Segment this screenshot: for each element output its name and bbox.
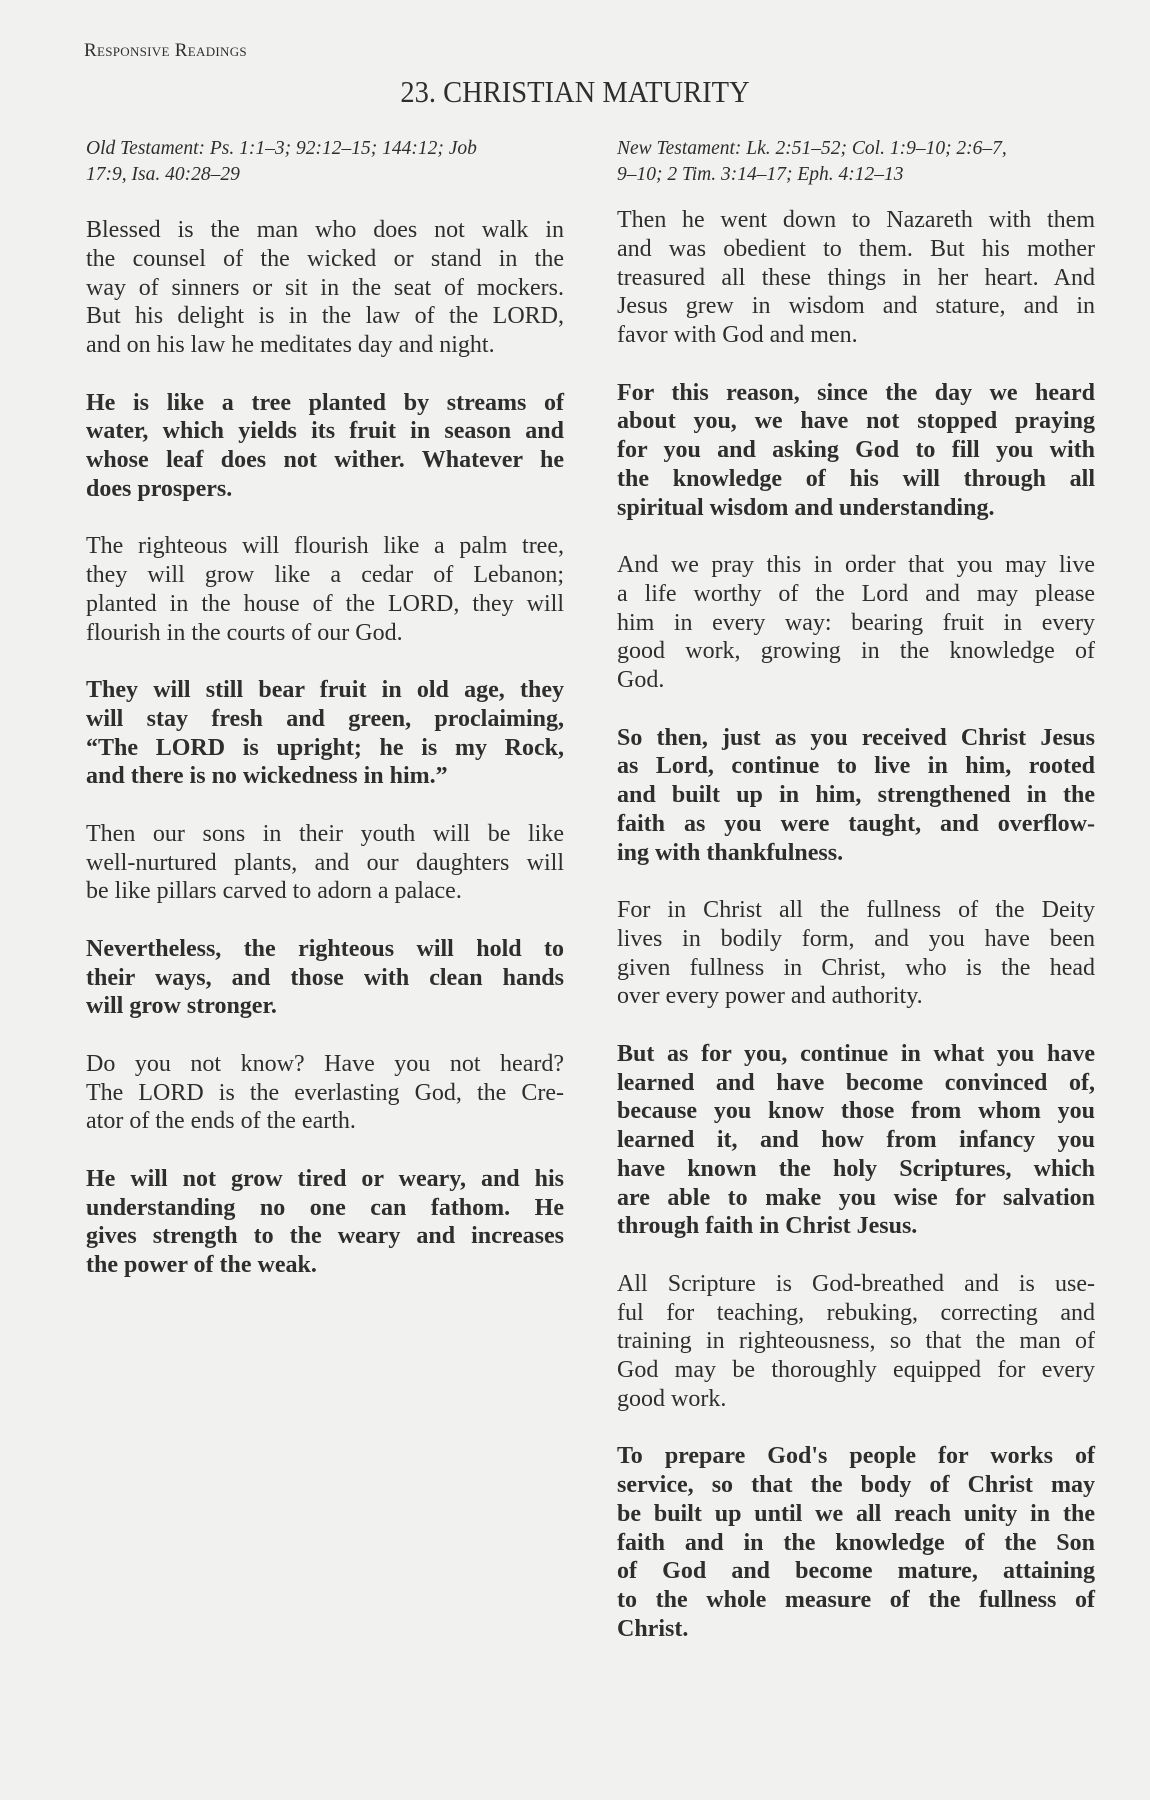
reading-line: of God and become mature, attaining (617, 1558, 1095, 1585)
reading-line: For this reason, since the day we heard (617, 379, 1095, 406)
reading-line: and built up in him, strengthened in the (617, 782, 1095, 808)
reading-line: as Lord, continue to live in him, rooted (617, 753, 1095, 780)
reading-line: ing with thankfulness. (617, 839, 844, 866)
reading-line: The righteous will flourish like a palm tree, (86, 533, 564, 560)
reading-line: the counsel of the wicked or stand in the (86, 245, 564, 272)
reading-line: learned and have become convinced of, (617, 1069, 1095, 1096)
reading-line: him in every way: bearing fruit in every (617, 609, 1095, 636)
reading-line: faith and in the knowledge of the Son (617, 1529, 1095, 1556)
reading-line: their ways, and those with clean hands (86, 964, 564, 991)
reading-line: All Scripture is God-breathed and is use- (617, 1270, 1095, 1297)
reading-line: well-nurtured plants, and our daughters will (86, 849, 564, 876)
reading-line: Blessed is the man who does not walk in (86, 217, 564, 243)
reading-line: Do you not know? Have you not heard? (86, 1050, 564, 1077)
leader-reading (86, 532, 564, 647)
reading-line: service, so that the body of Christ may (617, 1472, 1095, 1498)
reading-line: over every power and authority. (617, 983, 923, 1010)
reading-line: Then he went down to Nazareth with them (617, 207, 1095, 233)
reading-line: and on his law he meditates day and night. (86, 332, 495, 358)
reference-line: Old Testament: Ps. 1:1–3; 92:12–15; 144:12; Job (86, 138, 477, 159)
reading-line: The LORD is the everlasting God, the Cre- (86, 1079, 564, 1106)
reading-line: and was obedient to them. But his mother (617, 235, 1095, 262)
reading-line: gives strength to the weary and increases (86, 1223, 564, 1250)
reading-line: God. (617, 667, 665, 693)
reading-line: and there is no wickedness in him.” (86, 763, 448, 790)
reading-line: good work. (617, 1385, 727, 1412)
reading-line: to the whole measure of the fullness of (617, 1587, 1095, 1613)
congregation-response (617, 724, 1095, 868)
reading-line: treasured all these things in her heart. And (617, 264, 1095, 291)
new-testament-column (617, 206, 1095, 1644)
reading-line: He will not grow tired or weary, and his (86, 1165, 564, 1192)
reading-line: But as for you, continue in what you have (617, 1040, 1095, 1067)
leader-reading (617, 551, 1095, 695)
reading-line: Christ. (617, 1615, 689, 1642)
new-testament-references (617, 136, 1095, 188)
congregation-response (86, 389, 564, 504)
reading-line: ful for teaching, rebuking, correcting and (617, 1299, 1095, 1326)
leader-reading (617, 206, 1095, 350)
reading-line: Jesus grew in wisdom and stature, and in (617, 293, 1095, 320)
old-testament-column (86, 216, 564, 1280)
reading-line: God may be thoroughly equipped for every (617, 1357, 1095, 1383)
reading-line: flourish in the courts of our God. (86, 619, 403, 646)
reading-line: lives in bodily form, and you have been (617, 925, 1095, 952)
reading-line: be like pillars carved to adorn a palace. (86, 878, 462, 905)
reference-line: New Testament: Lk. 2:51–52; Col. 1:9–10; 2:6–7, (617, 138, 1007, 159)
reading-line: through faith in Christ Jesus. (617, 1213, 918, 1240)
reading-line: favor with God and men. (617, 322, 858, 348)
reading-line: does prospers. (86, 475, 233, 502)
congregation-response (617, 1040, 1095, 1241)
reading-line: whose leaf does not wither. Whatever he (86, 447, 564, 473)
congregation-response (86, 935, 564, 1021)
reading-line: for you and asking God to fill you with (617, 437, 1095, 463)
reference-line: 17:9, Isa. 40:28–29 (86, 164, 240, 185)
old-testament-references (86, 136, 564, 188)
reading-line: He is like a tree planted by streams of (86, 389, 564, 416)
reading-line: Then our sons in their youth will be like (86, 820, 564, 847)
reading-line: way of sinners or sit in the seat of mockers. (86, 274, 564, 301)
reading-line: learned it, and how from infancy you (617, 1127, 1095, 1153)
reading-line: they will grow like a cedar of Lebanon; (86, 562, 564, 588)
reading-line: So then, just as you received Christ Jesus (617, 724, 1095, 751)
leader-reading (617, 896, 1095, 1011)
reading-line: will grow stronger. (86, 993, 277, 1020)
reading-line: “The LORD is upright; he is my Rock, (86, 734, 564, 761)
reading-line: be built up until we all reach unity in the (617, 1500, 1095, 1527)
congregation-response (617, 1442, 1095, 1643)
reading-line: are able to make you wise for salvation (617, 1184, 1095, 1211)
reading-line: a life worthy of the Lord and may please (617, 580, 1095, 607)
reading-line: Nevertheless, the righteous will hold to (86, 935, 564, 962)
reading-line: about you, we have not stopped praying (617, 408, 1095, 435)
congregation-response (86, 676, 564, 791)
reference-line: 9–10; 2 Tim. 3:14–17; Eph. 4:12–13 (617, 164, 904, 185)
reading-line: will stay fresh and green, proclaiming, (86, 705, 564, 732)
congregation-response (86, 1165, 564, 1280)
reading-line: But his delight is in the law of the LORD, (86, 303, 564, 330)
congregation-response (617, 379, 1095, 523)
reading-line: the power of the weak. (86, 1252, 317, 1278)
reading-line: ator of the ends of the earth. (86, 1108, 356, 1135)
reading-line: They will still bear fruit in old age, they (86, 677, 564, 703)
reading-line: And we pray this in order that you may live (617, 552, 1095, 578)
reading-line: because you know those from whom you (617, 1098, 1095, 1125)
reading-line: training in righteousness, so that the man of (617, 1328, 1095, 1355)
leader-reading (617, 1270, 1095, 1414)
reading-line: have known the holy Scriptures, which (617, 1155, 1095, 1182)
page-title: 23. CHRISTIAN MATURITY (400, 74, 750, 109)
leader-reading (86, 1050, 564, 1136)
reading-line: faith as you were taught, and overflow- (617, 810, 1095, 837)
reading-line: spiritual wisdom and understanding. (617, 494, 995, 521)
reading-line: For in Christ all the fullness of the Deity (617, 897, 1095, 923)
leader-reading (86, 820, 564, 906)
reading-line: understanding no one can fathom. He (86, 1194, 564, 1221)
reading-line: water, which yields its fruit in season and (86, 418, 564, 445)
running-header: Responsive Readings (84, 40, 247, 61)
reading-line: good work, growing in the knowledge of (617, 638, 1095, 665)
reading-line: planted in the house of the LORD, they will (86, 590, 564, 617)
reading-line: given fullness in Christ, who is the head (617, 954, 1095, 981)
reading-line: To prepare God's people for works of (617, 1443, 1095, 1470)
reading-line: the knowledge of his will through all (617, 465, 1095, 492)
leader-reading (86, 216, 564, 360)
